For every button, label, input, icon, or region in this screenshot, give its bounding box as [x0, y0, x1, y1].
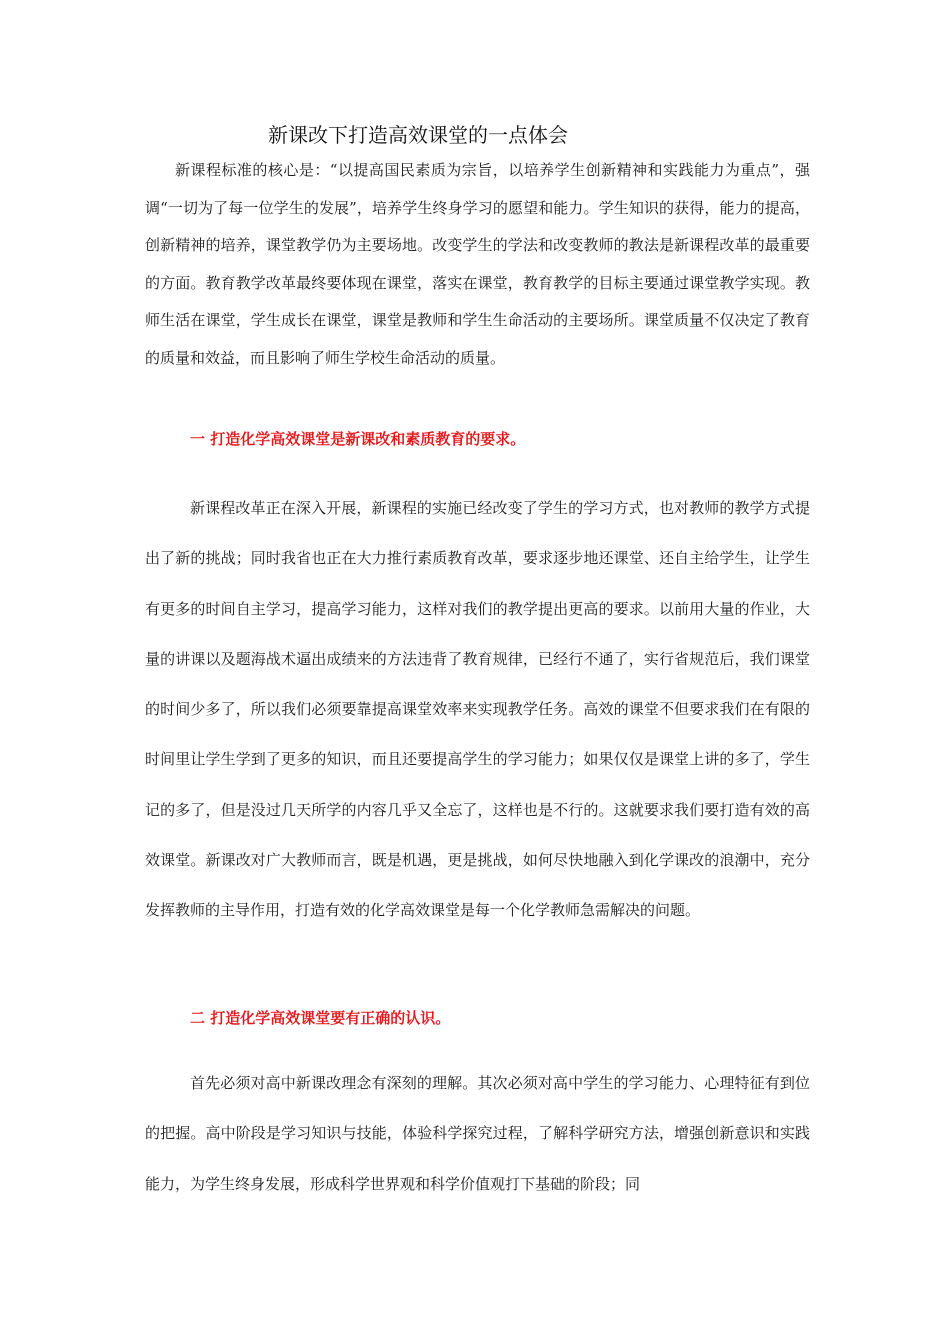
- document-title: 新课改下打造高效课堂的一点体会: [268, 123, 568, 147]
- section-heading-2: 二 打造化学高效课堂要有正确的认识。: [190, 1009, 451, 1027]
- section-heading-1: 一 打造化学高效课堂是新课改和素质教育的要求。: [190, 430, 526, 448]
- paragraph-intro: 新课程标准的核心是：“以提高国民素质为宗旨，以培养学生创新精神和实践能力为重点”，强调“一切为了每一位学生的发展”，培养学生终身学习的愿望和能力。学生知识的获得，能力的提高，创新精神的培养，课堂教学仍为主要场地。改变学生的学法和改变教师的教法是新课程改革的最重要的方面。教育教学改革最终要体现在课堂，落实在课堂，教育教学的目标主要通过课堂教学实现。教师生活在课堂，学生成长在课堂，课堂是教师和学生生命活动的主要场所。课堂质量不仅决定了教育的质量和效益，而且影响了师生学校生命活动的质量。: [145, 161, 810, 367]
- paragraph-section-2: 首先必须对高中新课改理念有深刻的理解。其次必须对高中学生的学习能力、心理特征有到位的把握。高中阶段是学习知识与技能，体验科学探究过程，了解科学研究方法，增强创新意识和实践能力，为学生终身发展，形成科学世界观和科学价值观打下基础的阶段；同: [145, 1074, 810, 1193]
- paragraph-section-1: 新课程改革正在深入开展，新课程的实施已经改变了学生的学习方式，也对教师的教学方式提出了新的挑战；同时我省也正在大力推行素质教育改革，要求逐步地还课堂、还自主给学生，让学生有更多的时间自主学习，提高学习能力，这样对我们的教学提出更高的要求。以前用大量的作业，大量的讲课以及题海战术逼出成绩来的方法违背了教育规律，已经行不通了，实行省规范后，我们课堂的时间少多了，所以我们必须要靠提高课堂效率来实现教学任务。高效的课堂不但要求我们在有限的时间里让学生学到了更多的知识，而且还要提高学生的学习能力；如果仅仅是课堂上讲的多了，学生记的多了，但是没过几天所学的内容几乎又全忘了，这样也是不行的。这就要求我们要打造有效的高效课堂。新课改对广大教师而言，既是机遇，更是挑战，如何尽快地融入到化学课改的浪潮中，充分发挥教师的主导作用，打造有效的化学高效课堂是每一个化学教师急需解决的问题。: [145, 499, 810, 920]
